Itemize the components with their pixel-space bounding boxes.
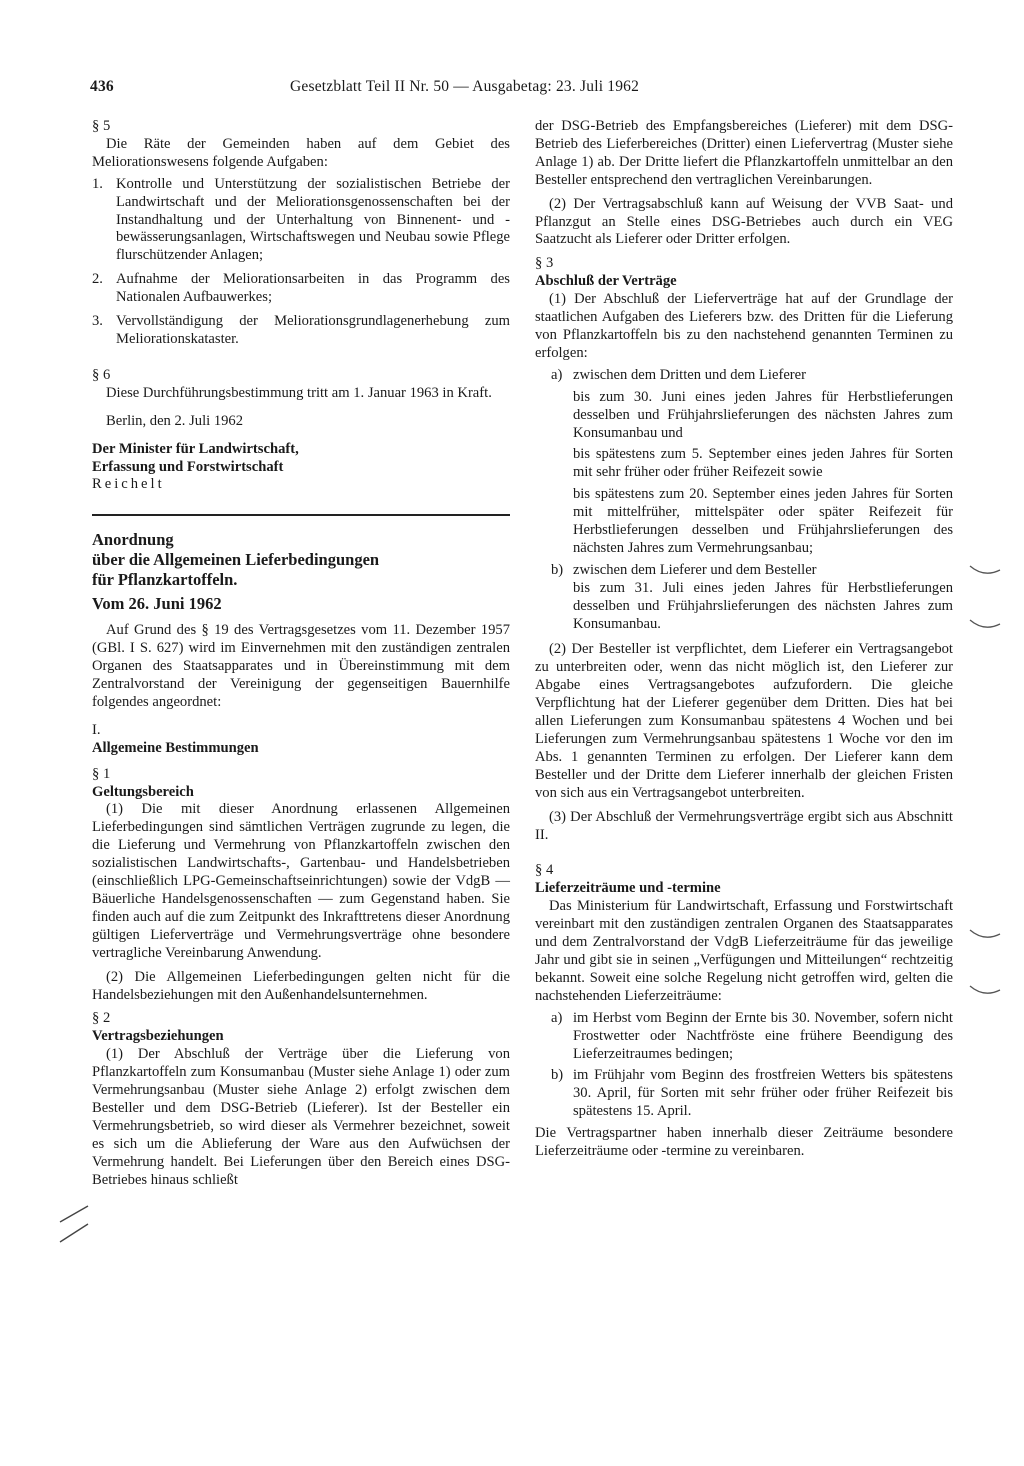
- list-item: a) zwischen dem Dritten und dem Lieferer: [551, 366, 807, 383]
- section-title: Vertragsbeziehungen: [92, 1028, 224, 1045]
- list-item: 2. Aufnahme der Meliorationsarbeiten in das Programm des Nationalen Aufbauwerkes;: [92, 271, 510, 306]
- paragraph: Diese Durchführungsbestimmung tritt am 1. Januar 1963 in Kraft.: [106, 384, 492, 401]
- list-item: a) im Herbst vom Beginn der Ernte bis 30. November, sofern nicht Frostwetter oder Nachtfröste eine frühere Beendigung des Lieferzeitraumes bedingen;: [551, 1009, 953, 1062]
- part-number: I.: [92, 721, 101, 738]
- section-heading: § 2: [92, 1010, 111, 1027]
- page-number: 436: [90, 78, 114, 95]
- section-title: Lieferzeiträume und -termine: [535, 880, 721, 897]
- paragraph: (2) Die Allgemeinen Lieferbedingungen gelten nicht für die Handelsbeziehungen mit den Außenhandelsunternehmen.: [92, 968, 510, 1003]
- right-column: [535, 118, 953, 1161]
- list-item: 1. Kontrolle und Unterstützung der sozialistischen Betriebe der Landwirtschaft und der Meliorationsgenossenschaften bei der Instandhaltung und der Unterhaltung von Binnenent- und -bewässerungsanlagen, Wirtschaftswegen und Neubau sowie Pflege flurschützender Anlagen;: [92, 175, 510, 264]
- left-column: [92, 118, 510, 1190]
- paragraph: (1) Die mit dieser Anordnung erlassenen Allgemeinen Lieferbedingungen sind sämtlichen Verträgen zugrunde zu legen, die die Lieferung und Vermehrung von Pflanzkartoffeln zwischen den sozialistischen Landwirtschafts-, Gartenbau- und Handelsbetrieben (einschließlich LPG-Gemeinschaftseinrichtungen) sowie der VdgB — Bäuerliche Handelsgenossenschaften — zum Gegenstand haben. Sie finden auch auf die zum Zeitpunkt des Inkrafttretens dieser Anordnung gültigen Lieferverträge und Vermehrungsverträge ohne besondere vertragliche Vereinbarung Anwendung.: [92, 801, 510, 961]
- page-header: [90, 78, 750, 100]
- sub-paragraph: bis zum 30. Juni eines jeden Jahres für Herbstlieferungen desselben und Frühjahrslieferungen des nächsten Jahres zum Konsumanbau und: [573, 388, 953, 441]
- section-heading: § 1: [92, 765, 111, 782]
- part-title: Allgemeine Bestimmungen: [92, 739, 259, 756]
- sub-paragraph: bis zum 31. Juli eines jeden Jahres für Herbstlieferungen desselben und Frühjahrslieferungen des nächsten Jahres zum Konsumanbau.: [573, 579, 953, 632]
- paragraph: (2) Der Besteller ist verpflichtet, dem Lieferer ein Vertragsangebot zu unterbreiten oder, wenn das nicht möglich ist, den Lieferer zur Abgabe eines Vertragsangebotes aufzufordern. Die gleiche Verpflichtung hat der Lieferer gegenüber dem Dritten. Dies hat bei allen Lieferungen zum Konsumanbau spätestens 4 Wochen und bei Lieferungen zum Vermehrungsanbau spätestens 1 Woche vor den im Abs. 1 genannten Terminen zu erfolgen. Der Lieferer kann dem Besteller und der Dritte dem Lieferer innerhalb der gleichen Fristen von sich aus ein Vertragsangebot unterbreiten.: [535, 641, 953, 801]
- section-heading: § 4: [535, 862, 554, 879]
- paragraph: Auf Grund des § 19 des Vertragsgesetzes vom 11. Dezember 1957 (GBl. I S. 627) wird im Einvernehmen mit den zuständigen zentralen Organen des Staatsapparates und in Übereinstimmung mit dem Zentralvorstand der Vereinigung der gegenseitigen Bauernhilfe folgendes angeordnet:: [92, 622, 510, 710]
- document-date: Vom 26. Juni 1962: [92, 594, 222, 614]
- list-item: b) im Frühjahr vom Beginn des frostfreien Wetters bis spätestens 30. April, für Sorten mit sehr früher oder früher Reifezeit bis spätestens 15. April.: [551, 1067, 953, 1120]
- signer-title: Der Minister für Landwirtschaft,: [92, 440, 299, 457]
- paragraph: der DSG-Betrieb des Empfangsbereiches (Lieferer) mit dem DSG-Betrieb des Lieferbereiches (Dritter) einen Liefervertrag (Muster siehe Anlage 1) ab. Der Dritte liefert die Pflanzkartoffeln unmittelbar an den Besteller entsprechend den vertraglichen Vereinbarungen.: [535, 118, 953, 188]
- paragraph: Die Vertragspartner haben innerhalb dieser Zeiträume besondere Lieferzeiträume oder -termine zu vereinbaren.: [535, 1125, 953, 1160]
- margin-pencil-mark: [54, 1200, 94, 1250]
- paragraph: (3) Der Abschluß der Vermehrungsverträge ergibt sich aus Abschnitt II.: [535, 808, 953, 843]
- paragraph: (2) Der Vertragsabschluß kann auf Weisung der VVB Saat- und Pflanzgut an Stelle eines DSG-Betriebes auch durch ein VEG Saatzucht als Lieferer oder Dritter erfolgen.: [535, 195, 953, 248]
- section-heading: § 6: [92, 366, 111, 383]
- margin-pencil-mark: [966, 924, 1006, 948]
- margin-pencil-mark: [966, 560, 1006, 584]
- signer-title: Erfassung und Forstwirtschaft: [92, 458, 284, 475]
- signer-name: Reichelt: [92, 476, 165, 493]
- paragraph: Die Räte der Gemeinden haben auf dem Gebiet des Meliorationswesens folgende Aufgaben:: [92, 135, 510, 170]
- document-title: über die Allgemeinen Lieferbedingungen: [92, 550, 380, 570]
- section-heading: § 5: [92, 118, 111, 134]
- document-title: Anordnung: [92, 530, 174, 550]
- paragraph: (1) Der Abschluß der Verträge über die Lieferung von Pflanzkartoffeln zum Konsumanbau (Muster siehe Anlage 1) oder zum Vermehrungsanbau (Muster siehe Anlage 2) erfolgt zwischen dem Besteller und dem DSG-Betrieb (Lieferer). Ist der Besteller ein Vermehrungsbetrieb, so wird dieser als Vermehrer bezeichnet, soweit es sich um die Ablieferung der Ware aus den Aufwüchsen der Vermehrung handelt. Bei Lieferungen über den Bereich eines DSG-Betriebes hinaus schließt: [92, 1046, 510, 1188]
- section-title: Geltungsbereich: [92, 783, 194, 800]
- margin-pencil-mark: [966, 980, 1006, 1004]
- divider: [92, 514, 510, 516]
- document-title: für Pflanzkartoffeln.: [92, 570, 238, 590]
- section-title: Abschluß der Verträge: [535, 273, 677, 290]
- place-date: Berlin, den 2. Juli 1962: [106, 412, 244, 429]
- paragraph: (1) Der Abschluß der Lieferverträge hat auf der Grundlage der staatlichen Aufgaben des Lieferers bzw. des Dritten für die Lieferung von Pflanzkartoffeln bis zu den nachstehend genannten Terminen zu erfolgen:: [535, 291, 953, 361]
- list-item: 3. Vervollständigung der Meliorationsgrundlagenerhebung zum Meliorationskataster.: [92, 313, 510, 347]
- section-heading: § 3: [535, 255, 554, 272]
- sub-paragraph: bis spätestens zum 5. September eines jeden Jahres für Sorten mit sehr früher oder früher Reifezeit sowie: [573, 446, 953, 481]
- paragraph: Das Ministerium für Landwirtschaft, Erfassung und Forstwirtschaft vereinbart mit den zuständigen zentralen Organen des Staatsapparates und dem Zentralvorstand der VdgB Lieferzeiträume für das jeweilige Jahr und gibt sie in seinen „Verfügungen und Mitteilungen“ rechtzeitig bekannt. Soweit eine solche Regelung nicht getroffen wird, gelten die nachstehenden Lieferzeiträume:: [535, 898, 953, 1004]
- header-title: Gesetzblatt Teil II Nr. 50 — Ausgabetag: 23. Juli 1962: [290, 78, 640, 95]
- list-item: b) zwischen dem Lieferer und dem Besteller: [551, 561, 817, 578]
- sub-paragraph: bis spätestens zum 20. September eines jeden Jahres für Sorten mit mittelfrüher, mittelspäter oder später Reifezeit für Herbstlieferungen desselben und Frühjahrslieferungen des nächsten Jahres zum Vermehrungsanbau;: [573, 486, 953, 556]
- margin-pencil-mark: [966, 614, 1006, 638]
